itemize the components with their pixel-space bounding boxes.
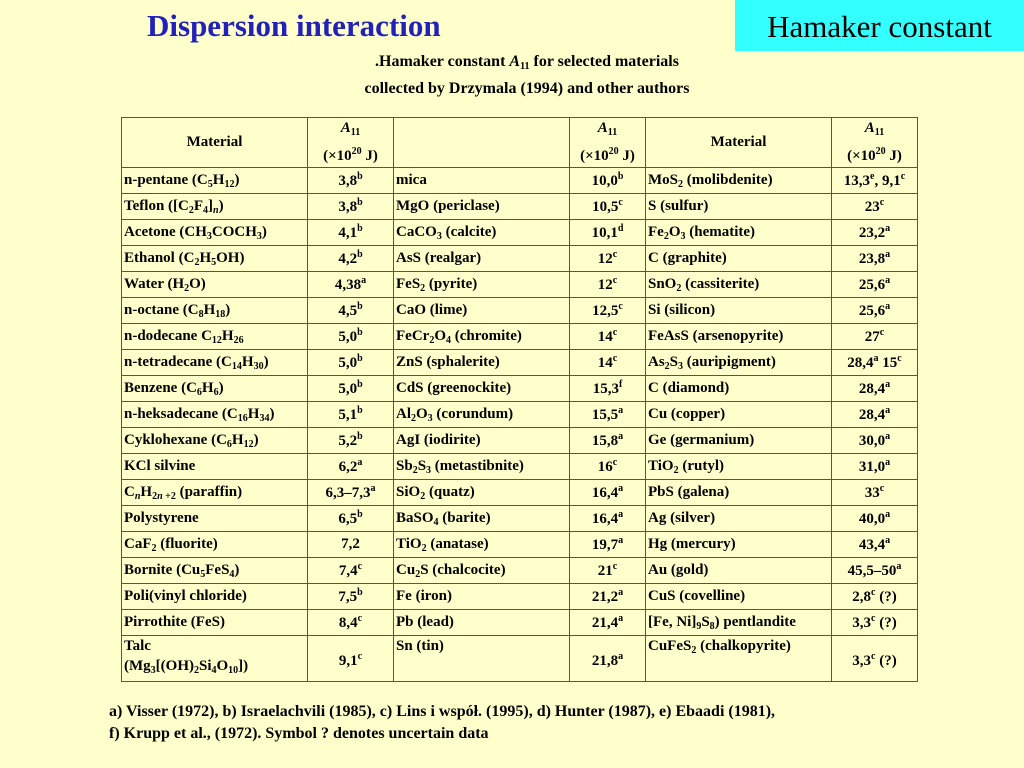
col3-value-cell: 2,8$^c$ (?) [832, 584, 918, 610]
col3-value-cell: 45,5–50$^a$ [832, 558, 918, 584]
caption-line-1: .Hamaker constant $A_{11}$ for selected materials [375, 53, 679, 72]
col1-material-cell: Acetone $(CH_3COCH_3)$ [122, 220, 308, 246]
col3-value-cell: 3,3$^c$ (?) [832, 610, 918, 636]
col3-value-cell: 28,4$^a$ [832, 376, 918, 402]
col3-value-cell: 43,4$^a$ [832, 532, 918, 558]
col2-value-cell: 12,5$^c$ [570, 298, 646, 324]
col2-material-cell: Sn (tin) [394, 636, 570, 682]
col1-material-cell: Poli(vinyl chloride) [122, 584, 308, 610]
col1-material-cell: Water $(H_2O)$ [122, 272, 308, 298]
col2-value-cell: 14$^c$ [570, 324, 646, 350]
col1-value-cell: 5,0$^b$ [308, 350, 394, 376]
table-row [122, 506, 918, 532]
col2-value-cell: 10,1$^d$ [570, 220, 646, 246]
col1-material-cell: Pirrothite (FeS) [122, 610, 308, 636]
header-material-1: Material [122, 118, 308, 168]
col3-value-cell: 25,6$^a$ [832, 298, 918, 324]
col2-material-cell: TiO$_2$ (anatase) [394, 532, 570, 558]
header-value-1: $A_{11}$ ($\times 10^{20}$ J) [308, 118, 394, 168]
col1-value-cell: 9,1$^c$ [308, 636, 394, 682]
table-row [122, 168, 918, 194]
col2-material-cell: CaCO$_3$ (calcite) [394, 220, 570, 246]
col2-value-cell: 14$^c$ [570, 350, 646, 376]
col2-value-cell: 21,8$^a$ [570, 636, 646, 682]
col1-material-cell: n-octane $(C_8H_{18})$ [122, 298, 308, 324]
col1-value-cell: 4,2$^b$ [308, 246, 394, 272]
col2-material-cell: Fe (iron) [394, 584, 570, 610]
col3-material-cell: Au (gold) [646, 558, 832, 584]
table-body [122, 168, 918, 682]
col3-value-cell: 40,0$^a$ [832, 506, 918, 532]
col3-material-cell: C (graphite) [646, 246, 832, 272]
col2-value-cell: 10,5$^c$ [570, 194, 646, 220]
col3-material-cell: C (diamond) [646, 376, 832, 402]
header-material-2 [394, 118, 570, 168]
col3-value-cell: 27$^c$ [832, 324, 918, 350]
topic-badge: Hamaker constant [735, 0, 1024, 51]
col1-material-cell: n-tetradecane $(C_{14}H_{30})$ [122, 350, 308, 376]
col2-material-cell: $Cu_2S$ (chalcocite) [394, 558, 570, 584]
col3-value-cell: 30,0$^a$ [832, 428, 918, 454]
col2-value-cell: 15,8$^a$ [570, 428, 646, 454]
col1-value-cell: 7,4$^c$ [308, 558, 394, 584]
col2-value-cell: 12$^c$ [570, 272, 646, 298]
col2-material-cell: $Al_2O_3$ (corundum) [394, 402, 570, 428]
col3-material-cell: FeAsS (arsenopyrite) [646, 324, 832, 350]
col1-material-cell: Bornite $(Cu_5FeS_4)$ [122, 558, 308, 584]
col3-value-cell: 28,4$^a$ 15$^c$ [832, 350, 918, 376]
col3-value-cell: 13,3e, 9,1$^c$ [832, 168, 918, 194]
col3-material-cell: Ge (germanium) [646, 428, 832, 454]
table-row [122, 246, 918, 272]
col3-material-cell: MoS$_2$ (molibdenite) [646, 168, 832, 194]
col2-value-cell: 15,5$^a$ [570, 402, 646, 428]
col1-value-cell: 3,8$^b$ [308, 194, 394, 220]
table-row [122, 402, 918, 428]
col2-value-cell: 12$^c$ [570, 246, 646, 272]
col1-material-cell: n-pentane $(C_5H_{12})$ [122, 168, 308, 194]
col2-material-cell: AsS (realgar) [394, 246, 570, 272]
col1-value-cell: 7,5$^b$ [308, 584, 394, 610]
col2-material-cell: $FeCr_2O_4$ (chromite) [394, 324, 570, 350]
col1-material-cell: Talc $(Mg_3[(OH)_2Si_4O_{10}])$ [122, 636, 308, 682]
col2-material-cell: Pb (lead) [394, 610, 570, 636]
col1-value-cell: 6,5$^b$ [308, 506, 394, 532]
header-value-2: $A_{11}$ ($\times 10^{20}$ J) [570, 118, 646, 168]
col3-value-cell: 23,8$^a$ [832, 246, 918, 272]
table-row [122, 558, 918, 584]
col1-material-cell: n-dodecane $C_{12}H_{26}$ [122, 324, 308, 350]
col3-material-cell: Si (silicon) [646, 298, 832, 324]
table-row [122, 324, 918, 350]
col3-value-cell: 23$^c$ [832, 194, 918, 220]
footnote [109, 701, 775, 745]
col2-value-cell: 21,2$^a$ [570, 584, 646, 610]
col3-material-cell: SnO$_2$ (cassiterite) [646, 272, 832, 298]
col1-material-cell: Ethanol $(C_2H_5OH)$ [122, 246, 308, 272]
footnote-line-1: a) Visser (1972), b) Israelachvili (1985), c) Lins i współ. (1995), d) Hunter (1987), e) Ebaadi (1981), [109, 703, 776, 720]
slide-title: Dispersion interaction [147, 8, 441, 43]
col1-value-cell: 6,3–7,3$^a$ [308, 480, 394, 506]
table-row [122, 636, 918, 682]
col3-material-cell: Ag (silver) [646, 506, 832, 532]
col1-value-cell: 7,2 [308, 532, 394, 558]
header-material-3: Material [646, 118, 832, 168]
col1-value-cell: 4,38$^a$ [308, 272, 394, 298]
col2-value-cell: 16$^c$ [570, 454, 646, 480]
col2-material-cell: MgO (periclase) [394, 194, 570, 220]
table-row [122, 454, 918, 480]
table-row [122, 584, 918, 610]
col1-material-cell: Benzene $(C_6H_6)$ [122, 376, 308, 402]
table-row [122, 350, 918, 376]
col3-value-cell: 3,3$^c$ (?) [832, 636, 918, 682]
col1-material-cell: KCl silvine [122, 454, 308, 480]
table-row [122, 272, 918, 298]
col3-value-cell: 33$^c$ [832, 480, 918, 506]
col2-material-cell: FeS$_2$ (pyrite) [394, 272, 570, 298]
col1-value-cell: 4,1$^b$ [308, 220, 394, 246]
col3-material-cell: PbS (galena) [646, 480, 832, 506]
col2-value-cell: 21$^c$ [570, 558, 646, 584]
table-row [122, 376, 918, 402]
table-row [122, 428, 918, 454]
col2-value-cell: 19,7$^a$ [570, 532, 646, 558]
hamaker-table [121, 117, 918, 682]
col2-value-cell: 10,0$^b$ [570, 168, 646, 194]
table-caption [300, 51, 754, 100]
col2-material-cell: AgI (iodirite) [394, 428, 570, 454]
table-row [122, 480, 918, 506]
table-row [122, 532, 918, 558]
col3-material-cell: CuS (covelline) [646, 584, 832, 610]
col2-value-cell: 21,4$^a$ [570, 610, 646, 636]
col1-material-cell: Polystyrene [122, 506, 308, 532]
col1-value-cell: 8,4$^c$ [308, 610, 394, 636]
header-value-3: $A_{11}$ ($\times 10^{20}$ J) [832, 118, 918, 168]
footnote-line-2: f) Krupp et al., (1972). Symbol ? denotes uncertain data [109, 725, 489, 742]
col3-value-cell: 25,6$^a$ [832, 272, 918, 298]
col3-value-cell: 31,0$^a$ [832, 454, 918, 480]
table-row [122, 220, 918, 246]
col2-material-cell: CdS (greenockite) [394, 376, 570, 402]
col2-value-cell: 16,4$^a$ [570, 480, 646, 506]
col3-material-cell: [Fe, $Ni]_9S_8$) pentlandite [646, 610, 832, 636]
col2-material-cell: $Sb_2S_3$ (metastibnite) [394, 454, 570, 480]
col2-material-cell: mica [394, 168, 570, 194]
col3-material-cell: $Fe_2O_3$ (hematite) [646, 220, 832, 246]
col1-material-cell: Cyklohexane $(C_6H_{12})$ [122, 428, 308, 454]
col2-value-cell: 16,4$^a$ [570, 506, 646, 532]
col1-value-cell: 4,5$^b$ [308, 298, 394, 324]
col3-value-cell: 28,4$^a$ [832, 402, 918, 428]
col2-material-cell: ZnS (sphalerite) [394, 350, 570, 376]
caption-line-2: collected by Drzymala (1994) and other authors [364, 80, 690, 97]
col1-value-cell: 5,1$^b$ [308, 402, 394, 428]
col2-material-cell: SiO$_2$ (quatz) [394, 480, 570, 506]
col1-value-cell: 5,0$^b$ [308, 324, 394, 350]
col1-material-cell: n-heksadecane $(C_{16}H_{34})$ [122, 402, 308, 428]
col1-material-cell: $C_nH_{2n +2}$ (paraffin) [122, 480, 308, 506]
col2-material-cell: CaO (lime) [394, 298, 570, 324]
table-row [122, 610, 918, 636]
col2-material-cell: BaSO$_4$ (barite) [394, 506, 570, 532]
col3-material-cell: Hg (mercury) [646, 532, 832, 558]
col1-value-cell: 5,2$^b$ [308, 428, 394, 454]
col3-material-cell: S (sulfur) [646, 194, 832, 220]
col3-material-cell: TiO$_2$ (rutyl) [646, 454, 832, 480]
col3-material-cell: CuFeS$_2$ (chalkopyrite) [646, 636, 832, 682]
col3-value-cell: 23,2$^a$ [832, 220, 918, 246]
hamaker-table-wrapper [121, 117, 918, 682]
table-row [122, 298, 918, 324]
col1-value-cell: 5,0$^b$ [308, 376, 394, 402]
col1-value-cell: 3,8$^b$ [308, 168, 394, 194]
table-row [122, 194, 918, 220]
table-header-row [122, 118, 918, 168]
col2-value-cell: 15,3$^f$ [570, 376, 646, 402]
col1-material-cell: CaF$_2$ (fluorite) [122, 532, 308, 558]
col3-material-cell: $As_2S_3$ (auripigment) [646, 350, 832, 376]
col1-value-cell: 6,2$^a$ [308, 454, 394, 480]
col1-material-cell: Teflon $([C_2F_4]_n)$ [122, 194, 308, 220]
col3-material-cell: Cu (copper) [646, 402, 832, 428]
